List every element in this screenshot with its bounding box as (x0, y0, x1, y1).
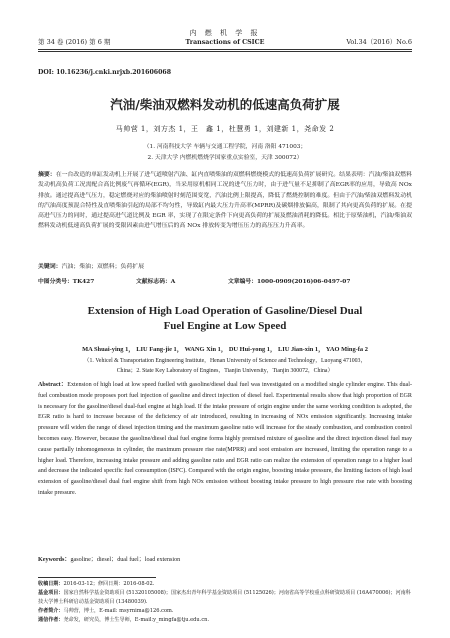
title-en-line-1: Extension of High Load Operation of Gasoline/Diesel Dual (87, 305, 363, 317)
abstract-cn-text: 在一台改造的单缸发动机上开展了进气道喷射汽油、缸内直喷柴油的双燃料燃烧模式的低速高负荷扩展研究。结果表明：汽油/柴油双燃料发动机高负荷工况需配合高比例废气再循环(EGR)，当采用原机相同工况的进气压力时，由于进气量不足抑制了高EGR率的应用，导致高 NOx 排放。通过提高进气压力，稳定燃烧对应的柴油喷射时刻范围变宽，汽油比例上限提高，降低了燃烧控制的难度。但由于汽油/柴油双燃料发动机的汽油高度预混合特性及直喷柴油引起的局部不均匀性，导致缸内最大压力升高率(MPRR)及碳烟排放偏高，限制了其向更高负荷的扩展。在提高进气压力的同时，通过提高进气道比例及 EGR 率，实现了在限定条件下向更高负荷的扩展及燃油消耗的降低。相比于原柴油机，汽油/柴油双燃料发动机低速高负荷扩展的受限因素由进气增压后的高 NOx 排放转变为增压压力的高压压力升高率。 (38, 172, 413, 230)
authors-en: MA Shuai-ying 1， LIU Fang-jie 1， WANG Xin 1， DU Hui-yong 1， LIU Jian-xin 1， YAO Ming-fa 2 (82, 346, 368, 353)
keywords-cn-text: 汽油；柴油；双燃料；负荷扩展 (61, 264, 145, 270)
abstract-en (38, 380, 412, 499)
authors-cn: 马帅营 1，刘方杰 1，王 鑫 1，杜慧勇 1，刘建新 1，尧命发 2 (115, 125, 335, 133)
affiliation-en-1: （1. Vehicel & Transportation Engineering Institute，Henan University of Science and Technology，Luoyang 471003， (83, 358, 367, 364)
affiliation-cn-2: 2. 天津大学 内燃机燃烧学国家重点实验室，天津 300072） (147, 155, 303, 161)
author-text: 马帅营，博士，E-mail: msyrnima@126.com. (63, 608, 174, 614)
funding-label: 基金项目： (38, 590, 64, 596)
journal-issue-right: Vol.34（2016）No.6 (346, 38, 412, 46)
keywords-cn-label: 关键词： (38, 263, 62, 270)
keywords-en-label: Keywords： (38, 557, 71, 563)
journal-name-en: Transactions of CSICE (185, 39, 265, 46)
doc-code: 文献标志码：A (136, 279, 176, 285)
clc-number: 中图分类号：TK427 (38, 279, 95, 285)
journal-issue-left: 第 34 卷 (2016) 第 6 期 (38, 38, 111, 46)
affiliation-en-2: China；2. State Key Laboratory of Engines，Tianjin University，Tianjin 300072，China） (116, 368, 334, 374)
abstract-en-text: Extension of high load at low speed fuelled with gasoline/diesel dual fuel was investigated on a modified single cylinder engine. This dual-fuel combustion mode proposes port fuel injection of gasoline and direct injection of diesel fuel. Experimental results show that high proportion of EGR is necessary for the gasoline/diesel dual-fuel engine at high load. If the intake pressure of origin engine under the same working condition is adopted, the EGR ratio is hard to increase because of the deficiency of air introduced, resulting in increasing of NOx emission significantly. Increasing intake pressure will widen the range of diesel injection timing and the maximum gasoline ratio will increase for the steady combustion, and combustion control becomes easy. However, because the gasoline/diesel dual fuel engine forms highly premixed mixture of gasoline and the direct injection diesel fuel may cause partially inhomogeneous in cylinder, the maximum pressure rise rate(MPRR) and soot emission are increased, limiting the operation range to a higher load. Therefore, increasing intake pressure and adding gasoline ratio and EGR ratio can realize the extension of operation range to a higher load and decrease the indicated specific fuel consumption (ISFC). Compared with the origin engine, boosting intake pressure, the limiting factors of high load extension of gasoline/diesel dual fuel engine shift from high NOx emission without boosting intake pressure to high pressure rise rate with boosting intake pressure. (38, 382, 412, 496)
author-label: 作者简介： (38, 608, 64, 614)
contact-text: 尧命发，研究员，博士生导师，E-mail:y_mingfa@tju.edu.cn. (63, 617, 210, 623)
journal-name-cn: 内 燃 机 学 报 (189, 29, 261, 37)
footnote-author (38, 607, 412, 616)
title-en (0, 304, 450, 334)
affiliation-cn-1: （1. 河南科技大学 车辆与交通工程学院，河南 洛阳 471003； (143, 144, 307, 150)
abstract-cn-label: 摘要： (38, 171, 56, 178)
header-rule (38, 49, 412, 50)
abstract-cn (38, 170, 412, 232)
article-number: 文章编号：1000-0909(2016)06-0497-07 (228, 279, 351, 285)
footnote-funding (38, 589, 412, 606)
keywords-en (38, 555, 412, 566)
keywords-cn (38, 262, 412, 272)
footnote-received (38, 580, 412, 589)
abstract-en-label: Abstract： (38, 382, 68, 388)
contact-label: 通信作者： (38, 617, 64, 623)
footnote-rule (38, 577, 156, 578)
title-en-line-2: Fuel Engine at Low Speed (163, 320, 287, 332)
header-rule-2 (38, 51, 412, 52)
footnote-contact (38, 616, 412, 625)
received-label: 收稿日期： (38, 581, 64, 587)
received-text: 2016-03-12；修回日期：2016-08-02. (63, 581, 155, 587)
funding-text: 国家自然科学基金资助项目 (51320105008)；国家杰出青年科学基金资助项目 (51125026)；河南省高等学校重点科研资助项目 (16A470006)；河南科技大学博士科研启动基金资助项目 (13480039). (38, 590, 411, 605)
keywords-en-text: gasoline；diesel；dual fuel；load extension (70, 557, 181, 563)
title-cn: 汽油/柴油双燃料发动机的低速高负荷扩展 (110, 97, 340, 112)
doi: DOI: 10.16236/j.cnki.nrjxb.201606068 (38, 69, 172, 76)
